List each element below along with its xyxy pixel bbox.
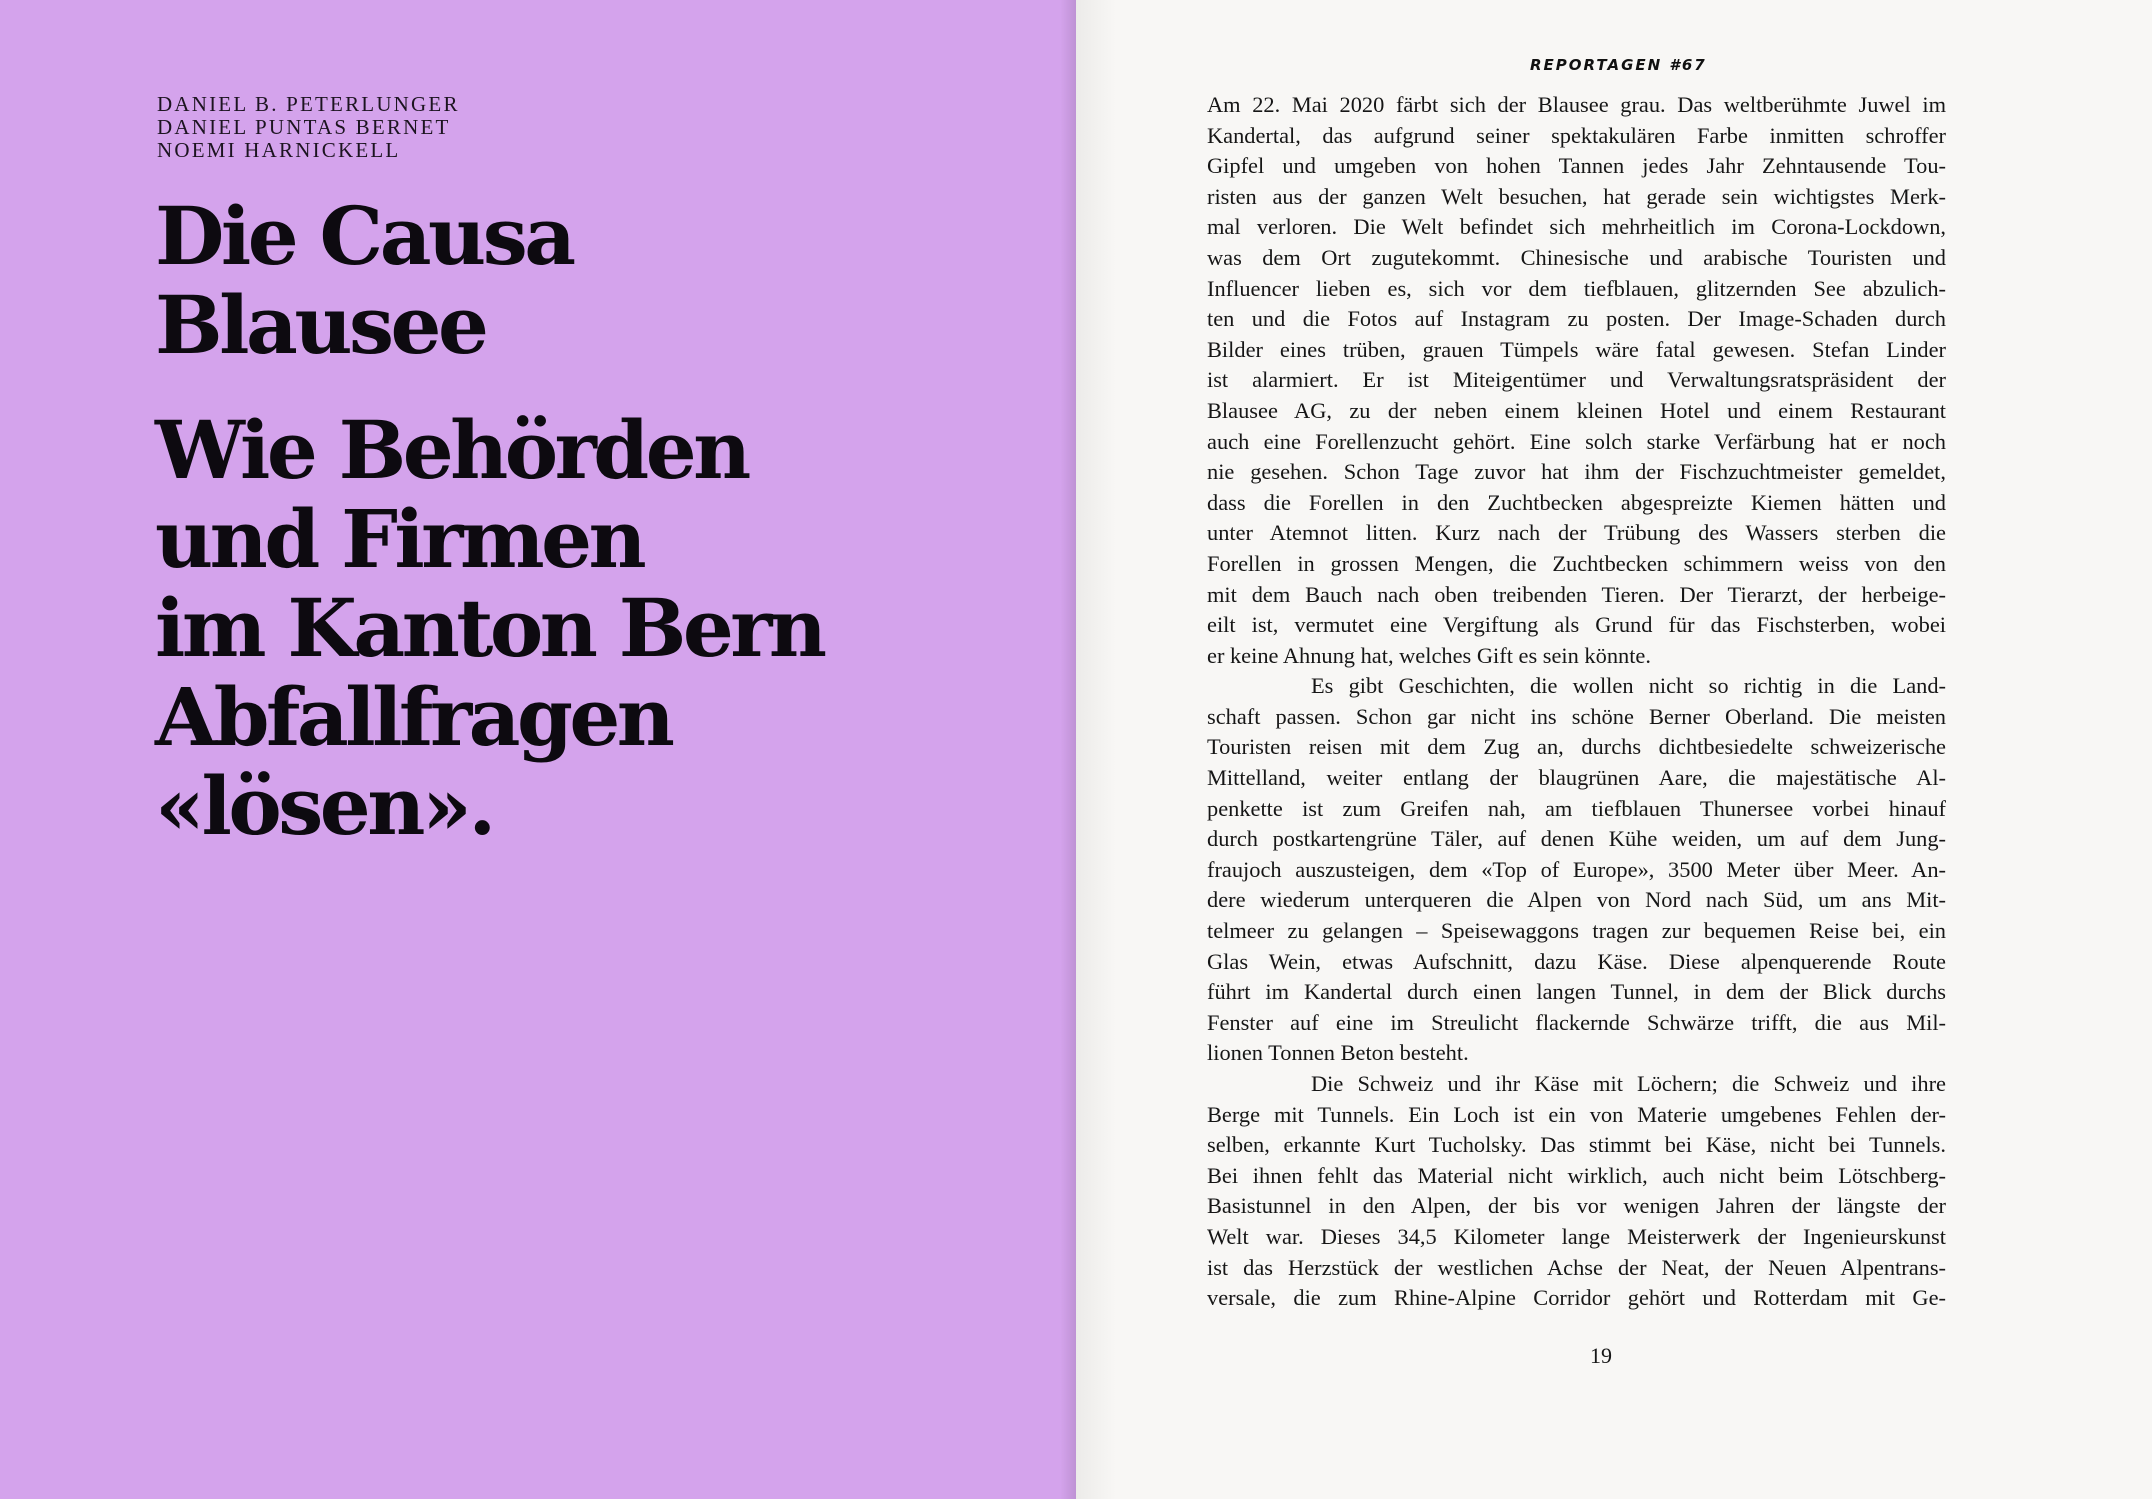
text-line: versale, die zum Rhine-Alpine Corridor gehört und Rotterdam mit Ge- <box>1207 1285 1946 1311</box>
article-subtitle <box>155 403 1035 853</box>
text-line: eilt ist, vermutet eine Vergiftung als Grund für das Fischsterben, wobei <box>1207 612 1946 638</box>
text-line: Blausee AG, zu der neben einem kleinen Hotel und einem Restaurant <box>1207 397 1946 423</box>
text-line: telmeer zu gelangen – Speisewaggons tragen zur bequemen Reise bei, ein <box>1207 918 1946 944</box>
text-line: Glas Wein, etwas Aufschnitt, dazu Käse. Diese alpenquerende Route <box>1207 948 1946 974</box>
text-line: Fenster auf eine im Streulicht flackernde Schwärze trifft, die aus Mil- <box>1207 1009 1946 1035</box>
text-line: fraujoch auszusteigen, dem «Top of Europe», 3500 Meter über Meer. An- <box>1207 856 1946 882</box>
text-line: Touristen reisen mit dem Zug an, durchs dichtbesiedelte schweizerische <box>1207 734 1946 760</box>
author-name: DANIEL PUNTAS BERNET <box>157 115 451 139</box>
text-line: dass die Forellen in den Zuchtbecken abgespreizte Kiemen hätten und <box>1207 489 1946 515</box>
text-line: dere wiederum unterqueren die Alpen von Nord nach Süd, um ans Mit- <box>1207 887 1946 913</box>
text-line: er keine Ahnung hat, welches Gift es sein könnte. <box>1207 642 1651 668</box>
text-line: ist das Herzstück der westlichen Achse der Neat, der Neuen Alpentrans- <box>1207 1254 1946 1280</box>
text-line: mit dem Bauch nach oben treibenden Tieren. Der Tierarzt, der herbeige- <box>1207 581 1946 607</box>
text-line: lionen Tonnen Beton besteht. <box>1207 1040 1469 1066</box>
text-line: Bilder eines trüben, grauen Tümpels wäre fatal gewesen. Stefan Linder <box>1207 336 1946 362</box>
text-line: Berge mit Tunnels. Ein Loch ist ein von Materie umgebenes Fehlen der- <box>1207 1101 1946 1127</box>
subtitle-line: im Kanton Bern <box>155 581 824 675</box>
subtitle-line: Abfallfragen <box>155 670 672 764</box>
author-list <box>157 93 460 162</box>
text-line: Influencer lieben es, sich vor dem tiefblauen, glitzernden See abzulich- <box>1207 275 1946 301</box>
title-line: Die Causa <box>155 189 573 283</box>
text-line: schaft passen. Schon gar nicht ins schöne Berner Oberland. Die meisten <box>1207 703 1946 729</box>
text-line: führt im Kandertal durch einen langen Tunnel, in dem der Blick durchs <box>1207 979 1946 1005</box>
text-line: Es gibt Geschichten, die wollen nicht so richtig in die Land- <box>1311 673 1946 699</box>
text-line: Gipfel und umgeben von hohen Tannen jedes Jahr Zehntausende Tou- <box>1207 153 1946 179</box>
text-line: Die Schweiz und ihr Käse mit Löchern; die Schweiz und ihre <box>1311 1071 1946 1096</box>
subtitle-line: Wie Behörden <box>155 403 748 497</box>
text-line: Basistunnel in den Alpen, der bis vor wenigen Jahren der längste der <box>1207 1193 1946 1219</box>
text-line: risten aus der ganzen Welt besuchen, hat gerade sein wichtigstes Merk- <box>1207 183 1946 209</box>
text-line: nie gesehen. Schon Tage zuvor hat ihm der Fischzuchtmeister gemeldet, <box>1207 459 1946 485</box>
text-line: mal verloren. Die Welt befindet sich mehrheitlich im Corona-Lockdown, <box>1207 214 1946 240</box>
article-title <box>155 189 1035 372</box>
body-text <box>1207 90 1946 1314</box>
text-line: unter Atemnot litten. Kurz nach der Trübung des Wassers sterben die <box>1207 520 1946 546</box>
text-line: durch postkartengrüne Täler, auf denen Kühe weiden, um auf dem Jung- <box>1207 826 1946 852</box>
text-line: ten und die Fotos auf Instagram zu posten. Der Image-Schaden durch <box>1207 306 1946 332</box>
text-line: Welt war. Dieses 34,5 Kilometer lange Meisterwerk der Ingenieurskunst <box>1207 1223 1946 1249</box>
text-line: Kandertal, das aufgrund seiner spektakulären Farbe inmitten schroffer <box>1207 122 1946 148</box>
text-line: penkette ist zum Greifen nah, am tiefblauen Thunersee vorbei hinauf <box>1207 795 1946 821</box>
title-block <box>155 189 1035 853</box>
text-line: was dem Ort zugutekommt. Chinesische und arabische Touristen und <box>1207 244 1946 270</box>
text-line: Mittelland, weiter entlang der blaugrünen Aare, die majestätische Al- <box>1207 765 1946 791</box>
running-head: REPORTAGEN #67 <box>1530 56 1707 74</box>
text-line: Forellen in grossen Mengen, die Zuchtbecken schimmern weiss von den <box>1207 550 1946 576</box>
text-line: Bei ihnen fehlt das Material nicht wirklich, auch nicht beim Lötschberg- <box>1207 1162 1946 1188</box>
subtitle-line: «lösen». <box>155 759 493 853</box>
author-name: DANIEL B. PETERLUNGER <box>157 92 460 116</box>
page-number: 19 <box>1590 1343 1612 1368</box>
text-line: Am 22. Mai 2020 färbt sich der Blausee grau. Das weltberühmte Juwel im <box>1207 92 1946 117</box>
text-line: ist alarmiert. Er ist Miteigentümer und Verwaltungsratspräsident der <box>1207 367 1946 393</box>
text-line: selben, erkannte Kurt Tucholsky. Das stimmt bei Käse, nicht bei Tunnels. <box>1207 1132 1946 1158</box>
subtitle-line: und Firmen <box>155 492 644 586</box>
title-line: Blausee <box>155 278 486 372</box>
author-name: NOEMI HARNICKELL <box>157 138 401 162</box>
text-line: auch eine Forellenzucht gehört. Eine solch starke Verfärbung hat er noch <box>1207 428 1946 454</box>
